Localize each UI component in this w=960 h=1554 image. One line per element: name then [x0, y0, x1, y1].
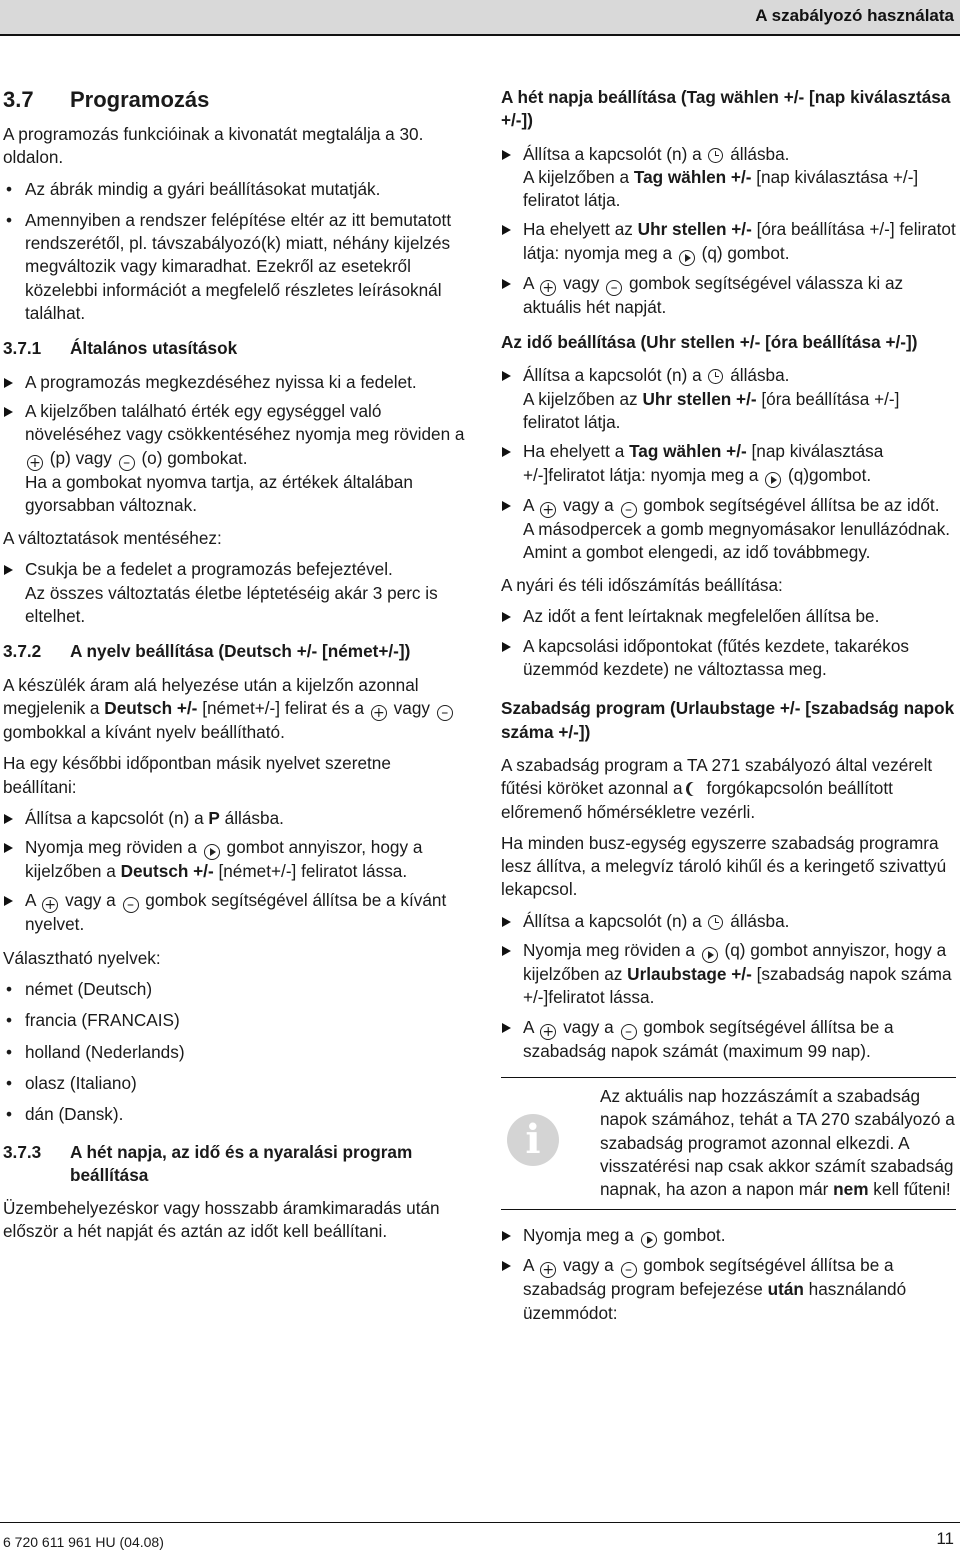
minus-button-icon: – — [123, 897, 139, 913]
next-button-icon — [204, 844, 220, 860]
weekday-heading: A hét napja beállítása (Tag wählen +/- [nap kiválasztása +/-]) — [501, 87, 951, 131]
step-close-cover: Csukja be a fedelet a programozás befejeztével. Az összes változtatás életbe léptetéséig akár 3 perc is eltelhet. — [3, 558, 465, 628]
dst-intro: A nyári és téli időszámítás beállítása: — [501, 575, 783, 596]
left-column — [3, 86, 465, 1252]
save-list — [3, 558, 465, 628]
document-id: 6 720 611 961 HU (04.08) — [3, 1534, 164, 1550]
section-heading: 3.7 Programozás — [3, 87, 210, 112]
language-later-paragraph: Ha egy későbbi időpontban másik nyelvet szeretne beállítani: — [3, 753, 391, 797]
instruction-list-371 — [3, 371, 465, 517]
next-button-icon — [679, 250, 695, 266]
plus-button-icon: + — [540, 1024, 556, 1040]
instruction-list-372 — [3, 807, 465, 937]
right-column — [501, 86, 956, 1331]
minus-button-icon: – — [621, 1024, 637, 1040]
clock-icon — [708, 148, 723, 163]
minus-button-icon: – — [621, 1262, 637, 1278]
step-holiday-press: Nyomja meg röviden a (q) gombot annyiszor, hogy a kijelzőben az Urlaubstage +/- [szabadság napok száma +/-]feliratot lássa. — [501, 939, 956, 1010]
step-dst-2: A kapcsolási időpontokat (fűtés kezdete, takarékos üzemmód kezdete) ne változtassa meg. — [501, 635, 956, 682]
dst-list — [501, 605, 956, 681]
page-number: 11 — [936, 1529, 954, 1548]
step-time-alt: Ha ehelyett a Tag wählen +/- [nap kiválasztása +/-]feliratot látja: nyomja meg a (q)gombot. — [501, 440, 956, 487]
plus-button-icon: + — [42, 897, 58, 913]
next-button-icon — [702, 947, 718, 963]
step-dst-1: Az időt a fent leírtaknak megfelelően állítsa be. — [501, 605, 956, 628]
section-bullets — [3, 178, 465, 326]
step-adjust-value: A kijelzőben található érték egy egységgel való növeléséhez vagy csökkentéséhez nyomja meg röviden a + (p) vagy – (o) gombokat. Ha a gombokat nyomva tartja, az értékek általában gyorsabban változnak. — [3, 400, 465, 517]
step-press-next: Nyomja meg röviden a gombot annyiszor, hogy a kijelzőben a Deutsch +/- [német+/-] feliratot lássa. — [3, 836, 465, 883]
holiday-heading: Szabadság program (Urlaubstage +/- [szabadság napok száma +/-]) — [501, 698, 955, 742]
step-weekday-select: A + vagy – gombok segítségével válassza ki az aktuális hét napját. — [501, 272, 956, 319]
subsection-heading-373: 3.7.3 A hét napja, az idő és a nyaralási program beállítása — [3, 1141, 413, 1185]
moon-icon — [689, 782, 701, 796]
plus-button-icon: + — [27, 455, 43, 471]
save-intro: A változtatások mentéséhez: — [3, 528, 222, 549]
plus-button-icon: + — [540, 502, 556, 518]
step-open-cover: A programozás megkezdéséhez nyissa ki a fedelet. — [3, 371, 465, 394]
plus-button-icon: + — [540, 280, 556, 296]
clock-icon — [708, 369, 723, 384]
step-holiday-switch: Állítsa a kapcsolót (n) a állásba. — [501, 910, 956, 933]
list-item: • Az ábrák mindig a gyári beállításokat mutatják. — [3, 178, 465, 201]
step-holiday-confirm: Nyomja meg a gombot. — [501, 1224, 956, 1248]
minus-button-icon: – — [621, 502, 637, 518]
setup-paragraph: Üzembehelyezéskor vagy hosszabb áramkimaradás után először a hét napját és aztán az időt kell beállítani. — [3, 1198, 440, 1242]
list-item: • holland (Nederlands) — [3, 1041, 465, 1064]
holiday-list — [501, 910, 956, 1063]
holiday-paragraph-1: A szabadság program a TA 271 szabályozó által vezérelt fűtési köröket azonnal a forgókapcsolón beállított előremenő hőmérsékletre vezérli. — [501, 754, 933, 822]
step-weekday-alt: Ha ehelyett az Uhr stellen +/- [óra beállítása +/-] feliratot látja: nyomja meg a (q) gombot. — [501, 218, 956, 265]
step-time-switch: Állítsa a kapcsolót (n) a állásba. A kijelzőben az Uhr stellen +/- [óra beállítása +/-] feliratot látja. — [501, 364, 956, 434]
plus-button-icon: + — [540, 1262, 556, 1278]
list-item: • német (Deutsch) — [3, 978, 465, 1001]
section-intro: A programozás funkcióinak a kivonatát megtalálja a 30. oldalon. — [3, 124, 424, 168]
info-icon: i — [507, 1114, 559, 1166]
list-item: • olasz (Italiano) — [3, 1072, 465, 1095]
step-switch-p: Állítsa a kapcsolót (n) a P állásba. — [3, 807, 465, 830]
list-item: • Amennyiben a rendszer felépítése eltér az itt bemutatott rendszerétől, pl. távszabályozó(k) miatt, néhány kijelzés megváltozik vagy kimaradhat. Ezekről az esetekről közelebbi információt a megfelelő részletes leírásoknál találhat. — [3, 209, 465, 325]
language-list — [3, 978, 465, 1126]
step-holiday-mode: A + vagy a – gombok segítségével állítsa be a szabadság program befejezése után használandó üzemmódot: — [501, 1254, 956, 1325]
step-time-set: A + vagy a – gombok segítségével állítsa be az időt. A másodpercek a gomb megnyomásakor lenullázódnak. Amint a gombot elengedi, az idő továbbmegy. — [501, 494, 956, 565]
subsection-heading-371: 3.7.1 Általános utasítások — [3, 338, 238, 359]
language-paragraph: A készülék áram alá helyezése után a kijelzőn azonnal megjelenik a Deutsch +/- [német+/-] felirat és a + vagy – gombokkal a kívánt nyelv beállítható. — [3, 674, 465, 745]
subsection-heading-372: 3.7.2 A nyelv beállítása (Deutsch +/- [német+/-]) — [3, 641, 411, 662]
info-note — [501, 1077, 956, 1210]
clock-icon — [708, 915, 723, 930]
step-holiday-days: A + vagy a – gombok segítségével állítsa be a szabadság napok számát (maximum 99 nap). — [501, 1016, 956, 1063]
list-item: • dán (Dansk). — [3, 1103, 465, 1126]
page-header — [0, 0, 960, 36]
minus-button-icon: – — [606, 280, 622, 296]
minus-button-icon: – — [119, 455, 135, 471]
languages-intro: Választható nyelvek: — [3, 947, 161, 968]
holiday-paragraph-2: Ha minden busz-egység egyszerre szabadság programra lesz állítva, a melegvíz tároló kihűl és a keringető szivattyú lekapcsol. — [501, 832, 947, 900]
holiday-list-2 — [501, 1224, 956, 1325]
list-item: • francia (FRANCAIS) — [3, 1009, 465, 1032]
next-button-icon — [765, 472, 781, 488]
step-select-language: A + vagy a – gombok segítségével állítsa be a kívánt nyelvet. — [3, 889, 465, 936]
info-text: Az aktuális nap hozzászámít a szabadság napok számához, tehát a TA 270 szabályozó a szabadság programot azonnal elkezdi. A visszatérési nap csak akkor számít szabadság napnak, ha azon a napon már nem kell fűteni! — [600, 1085, 955, 1200]
next-button-icon — [641, 1232, 657, 1248]
header-title: A szabályozó használata — [755, 6, 954, 25]
time-list — [501, 364, 956, 564]
plus-button-icon: + — [371, 705, 387, 721]
time-heading: Az idő beállítása (Uhr stellen +/- [óra beállítása +/-]) — [501, 332, 918, 353]
footer-divider — [0, 1522, 960, 1523]
step-weekday-switch: Állítsa a kapcsolót (n) a állásba. A kijelzőben a Tag wählen +/- [nap kiválasztása +/-] feliratot látja. — [501, 143, 956, 213]
minus-button-icon: – — [437, 705, 453, 721]
weekday-list — [501, 143, 956, 319]
